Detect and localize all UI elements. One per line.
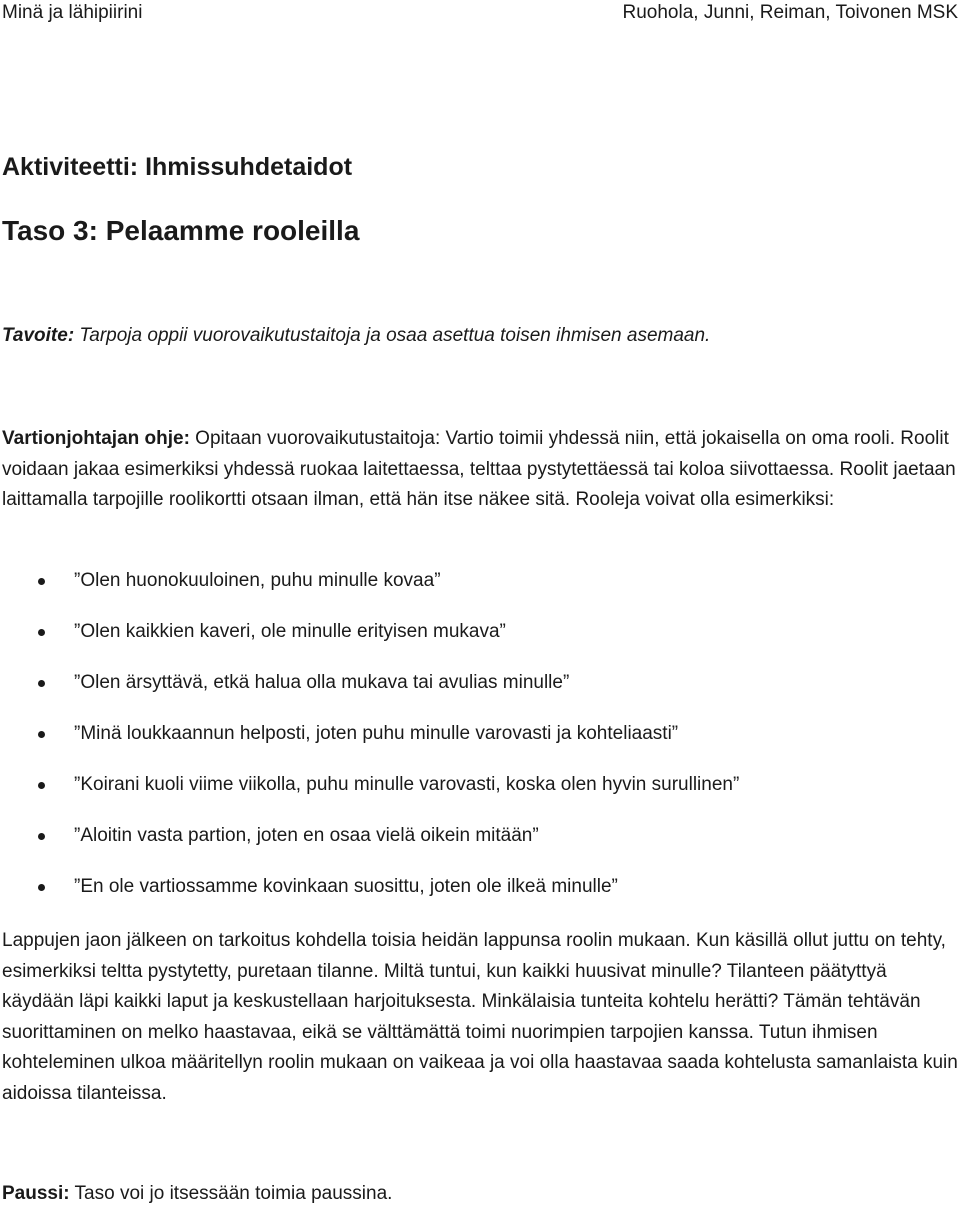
- instructions-label: Vartionjohtajan ohje:: [2, 428, 190, 449]
- bullet-icon: [38, 782, 45, 789]
- bullet-icon: [38, 578, 45, 585]
- role-text: ”Minä loukkaannun helposti, joten puhu minulle varovasti ja kohteliaasti”: [74, 723, 679, 744]
- header-section-title: Minä ja lähipiirini: [2, 2, 143, 23]
- list-item: [0, 769, 956, 820]
- bullet-icon: [38, 731, 45, 738]
- list-item: [0, 616, 956, 667]
- bullet-icon: [38, 680, 45, 687]
- role-text: ”Olen kaikkien kaveri, ole minulle erityisen mukava”: [74, 621, 506, 642]
- role-text: ”Aloitin vasta partion, joten en osaa vielä oikein mitään”: [74, 825, 539, 846]
- goal-paragraph: [2, 323, 710, 349]
- pause-paragraph: [2, 1181, 392, 1207]
- roles-list: [0, 565, 956, 922]
- list-item: [0, 871, 956, 922]
- pause-text: Taso voi jo itsessään toimia paussina.: [69, 1183, 393, 1204]
- activity-heading: Aktiviteetti: Ihmissuhdetaidot: [2, 153, 353, 181]
- instructions-text: Opitaan vuorovaikutustaitoja: Vartio toimii yhdessä niin, että jokaisella on oma rooli. Roolit voidaan jakaa esimerkiksi yhdessä ruokaa laitettaessa, telttaa pystytettäessä tai koloa siivottaessa. Roolit jaetaan laittamalla tarpojille roolikortti otsaan ilman, että hän itse näkee sitä. Rooleja voivat olla esimerkiksi:: [2, 428, 956, 511]
- discussion-paragraph: Lappujen jaon jälkeen on tarkoitus kohdella toisia heidän lappunsa roolin mukaan. Kun käsillä ollut juttu on tehty, esimerkiksi teltta pystytetty, puretaan tilanne. Miltä tuntui, kun kaikki huusivat minulle? Tilanteen päätyttyä käydään läpi kaikki laput ja keskustellaan harjoituksesta. Minkälaisia tunteita kohtelu herätti? Tämän tehtävän suorittaminen on melko haastavaa, eikä se välttämättä toimi nuorimpien tarpojien kanssa. Tutun ihmisen kohteleminen ulkoa määritellyn roolin mukaan on vaikeaa ja voi olla haastavaa saada kohtelusta samanlaista kuin aidoissa tilanteissa.: [2, 930, 958, 1104]
- bullet-icon: [38, 833, 45, 840]
- role-text: ”En ole vartiossamme kovinkaan suosittu, joten ole ilkeä minulle”: [74, 876, 618, 897]
- instructions-paragraph: [2, 424, 958, 516]
- level-heading: Taso 3: Pelaamme rooleilla: [2, 215, 360, 246]
- list-item: [0, 820, 956, 871]
- role-text: ”Olen huonokuuloinen, puhu minulle kovaa”: [74, 570, 441, 591]
- role-text: ”Koirani kuoli viime viikolla, puhu minulle varovasti, koska olen hyvin surullinen”: [74, 774, 740, 795]
- list-item: [0, 718, 956, 769]
- goal-label: Tavoite:: [2, 325, 75, 346]
- bullet-icon: [38, 629, 45, 636]
- list-item: [0, 667, 956, 718]
- bullet-icon: [38, 884, 45, 891]
- pause-label: Paussi:: [2, 1183, 70, 1204]
- role-text: ”Olen ärsyttävä, etkä halua olla mukava tai avulias minulle”: [74, 672, 570, 693]
- goal-text: Tarpoja oppii vuorovaikutustaitoja ja osaa asettua toisen ihmisen asemaan.: [74, 325, 711, 346]
- list-item: [0, 565, 956, 616]
- header-authors: Ruohola, Junni, Reiman, Toivonen MSK: [622, 2, 958, 23]
